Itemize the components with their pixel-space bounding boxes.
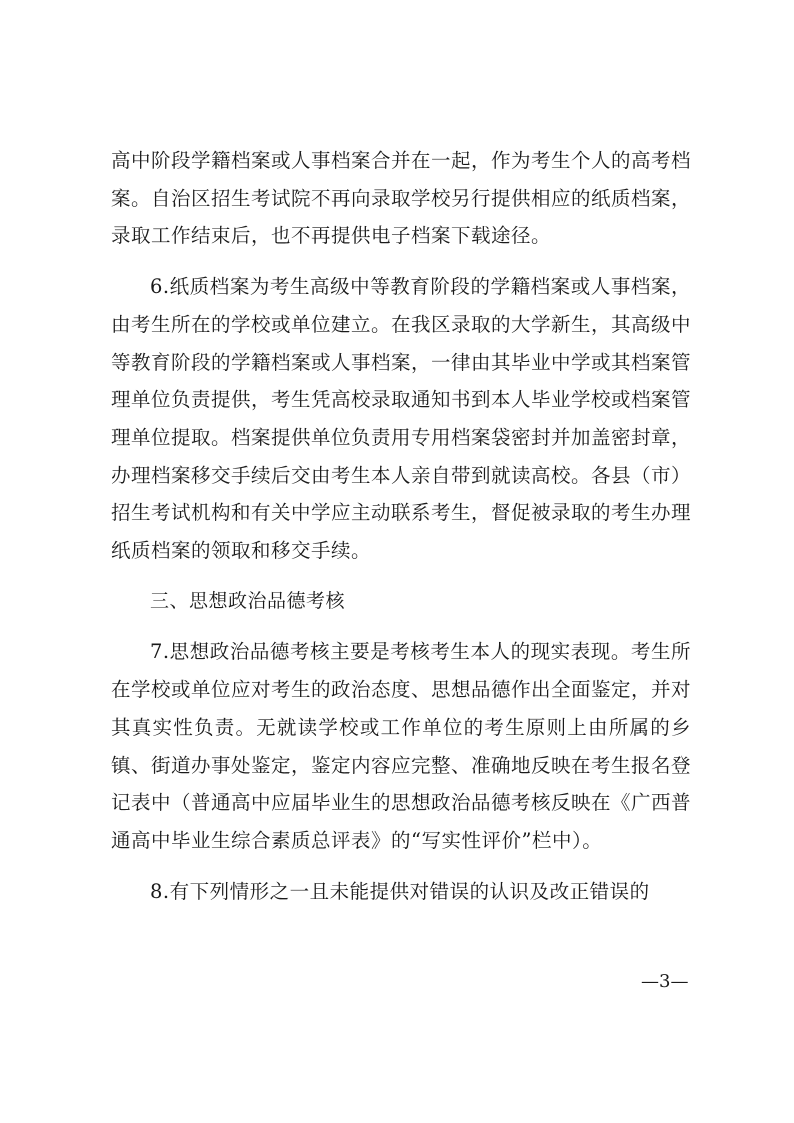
document-body — [111, 142, 691, 923]
paragraph-item-8-circumstances: 8.有下列情形之一且未能提供对错误的认识及改正错误的 — [150, 879, 650, 903]
section-heading-political-assessment: 三、思想政治品德考核 — [150, 589, 346, 612]
page-number: —3— — [641, 971, 689, 992]
paragraph-archive-merge: 高中阶段学籍档案或人事档案合并在一起，作为考生个人的高考档案。自治区招生考试院不再向录取学校另行提供相应的纸质档案，录取工作结束后，也不再提供电子档案下载途径。 — [111, 149, 692, 248]
paragraph-item-7-assessment: 7.思想政治品德考核主要是考核考生本人的现实表现。考生所在学校或单位应对考生的政治态度、思想品德作出全面鉴定，并对其真实性负责。无就读学校或工作单位的考生原则上由所属的乡镇、街道办事处鉴定，鉴定内容应完整、准确地反映在考生报名登记表中（普通高中应届毕业生的思想政治品德考核反映在《广西普通高中毕业生综合素质总评表》的“写实性评价”栏中）。 — [111, 640, 692, 852]
paragraph-item-6-paper-archive: 6.纸质档案为考生高级中等教育阶段的学籍档案或人事档案，由考生所在的学校或单位建立。在我区录取的大学新生，其高级中等教育阶段的学籍档案或人事档案，一律由其毕业中学或其档案管理单位负责提供，考生凭高校录取通知书到本人毕业学校或档案管理单位提取。档案提供单位负责用专用档案袋密封并加盖密封章，办理档案移交手续后交由考生本人亲自带到就读高校。各县（市）招生考试机构和有关中学应主动联系考生，督促被录取的考生办理纸质档案的领取和移交手续。 — [111, 275, 692, 563]
